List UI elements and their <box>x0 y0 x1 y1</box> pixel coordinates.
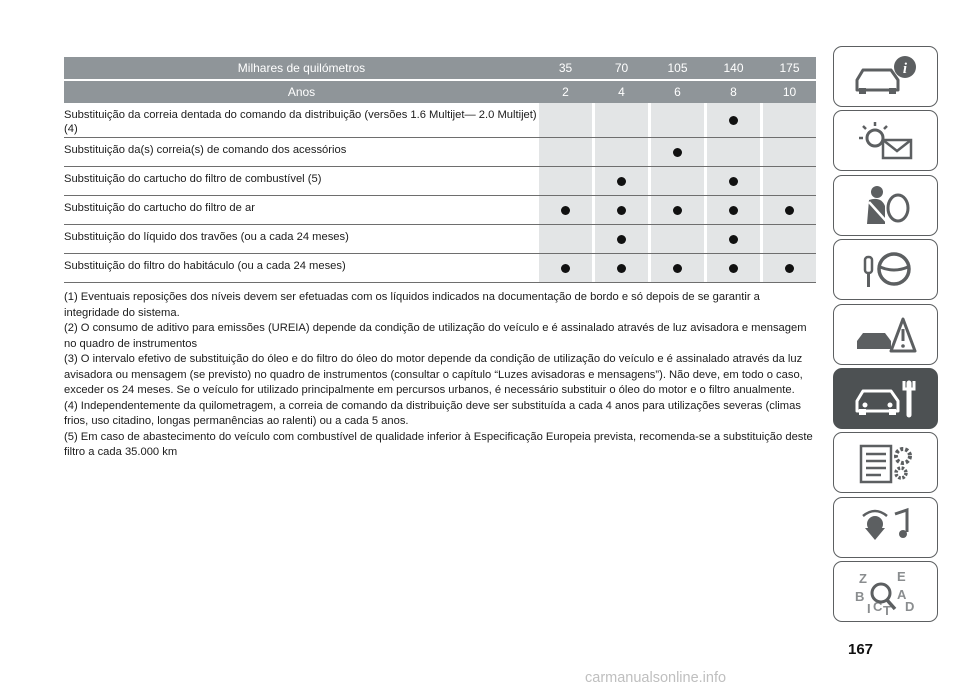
header-year-value: 10 <box>782 85 797 99</box>
interval-cell <box>707 103 760 137</box>
header-year-value: 2 <box>562 85 569 99</box>
tab-emergency[interactable] <box>833 304 938 365</box>
footnote: (5) Em caso de abastecimento do veículo com combustível de qualidade inferior à Especificação Europeia prevista, recomenda-se a substituição deste filtro a cada 35.000 km <box>64 430 813 458</box>
car-maintenance-icon <box>851 375 921 421</box>
interval-cell <box>707 138 760 166</box>
watermark: carmanualsonline.info <box>585 670 727 686</box>
row-label: Substituição da(s) correia(s) de comando dos acessórios <box>64 144 347 156</box>
maintenance-dot <box>729 206 738 215</box>
maintenance-dot <box>729 116 738 125</box>
interval-cell <box>707 225 760 253</box>
header-km-value: 105 <box>667 61 688 75</box>
interval-cell <box>651 254 704 282</box>
interval-cell <box>651 196 704 224</box>
header-km-value: 35 <box>558 61 573 75</box>
maintenance-dot <box>785 206 794 215</box>
maintenance-dot <box>561 206 570 215</box>
maintenance-dot <box>673 148 682 157</box>
interval-cell <box>651 167 704 195</box>
maintenance-dot <box>617 177 626 186</box>
maintenance-dot <box>729 264 738 273</box>
interval-cell <box>651 138 704 166</box>
row-label: Substituição do filtro do habitáculo (ou a cada 24 meses) <box>64 260 346 272</box>
maintenance-dot <box>673 206 682 215</box>
index-letter: E <box>896 568 906 584</box>
header-km-value: 175 <box>779 61 800 75</box>
header-km-value: 140 <box>723 61 744 75</box>
header-years-label: Anos <box>287 85 316 99</box>
chapter-tabs <box>833 46 940 626</box>
maintenance-table <box>64 57 816 283</box>
interval-cell <box>539 103 592 137</box>
svg-text:i: i <box>902 60 907 77</box>
footnote: (2) O consumo de aditivo para emissões (UREIA) depende da condição de utilização do veículo e é assinalado através de luz avisadora e mensagem no quadro de instrumentos <box>64 322 807 350</box>
tab-warning-lights[interactable] <box>833 110 938 171</box>
interval-cell <box>651 103 704 137</box>
maintenance-dot <box>617 235 626 244</box>
maintenance-dot <box>561 264 570 273</box>
interval-cell <box>707 167 760 195</box>
maintenance-dot <box>617 264 626 273</box>
header-row-km <box>64 57 816 79</box>
multimedia-icon <box>851 504 921 550</box>
key-steering-wheel-icon <box>851 247 921 293</box>
tab-technical-data[interactable] <box>833 432 938 493</box>
table-body <box>64 103 816 283</box>
interval-cell <box>651 225 704 253</box>
header-km-value: 70 <box>614 61 629 75</box>
interval-cell <box>763 103 816 137</box>
tab-safety[interactable] <box>833 175 938 236</box>
interval-cell <box>539 138 592 166</box>
tab-multimedia[interactable] <box>833 497 938 558</box>
technical-data-icon <box>851 440 921 486</box>
interval-cell <box>763 254 816 282</box>
footnote: (4) Independentemente da quilometragem, a correia de comando da distribuição deve ser substituída a cada 4 anos para utilizações severas (climas frios, uso citadino, longas permanências ao ralenti) ou a cada 5 anos. <box>64 399 801 427</box>
airbag-seatbelt-icon <box>851 182 921 228</box>
interval-cell <box>539 254 592 282</box>
interval-cell <box>539 225 592 253</box>
footnotes <box>64 290 816 461</box>
interval-cell <box>707 254 760 282</box>
index-letter: T <box>882 602 891 615</box>
interval-cell <box>707 196 760 224</box>
interval-cell <box>595 225 648 253</box>
interval-cell <box>763 167 816 195</box>
index-letter: A <box>896 586 906 602</box>
interval-cell <box>595 103 648 137</box>
row-label: Substituição do cartucho do filtro de ar <box>64 202 255 214</box>
warning-light-message-icon <box>851 118 921 164</box>
maintenance-dot <box>729 235 738 244</box>
interval-cell <box>595 167 648 195</box>
maintenance-dot <box>785 264 794 273</box>
table-row <box>64 103 816 138</box>
index-letter: D <box>904 598 914 614</box>
table-row <box>64 167 816 196</box>
index-letter: I <box>866 600 871 615</box>
emergency-triangle-icon <box>851 311 921 357</box>
header-year-value: 6 <box>674 85 681 99</box>
header-km-label: Milhares de quilómetros <box>237 61 366 75</box>
footnote: (1) Eventuais reposições dos níveis devem ser efetuadas com os líquidos indicados na documentação de bordo e só depois de se garantir a integridade do sistema. <box>64 291 760 319</box>
tab-car-info[interactable] <box>833 46 938 107</box>
footnote: (3) O intervalo efetivo de substituição do óleo e do filtro do óleo do motor depende da condição de utilização do veículo e é assinalado através da luz avisadora ou mensagem (se previsto) no quadro de instrumentos (consultar o capítulo “Luzes avisadoras e mensagens”). Não deve, em todo o caso, exceder os 24 meses. Se o veículo for utilizado principalmente em percursos urbanos, é necessário substituir o óleo do motor e o filtro anualmente. <box>64 353 803 396</box>
index-letter: C <box>872 598 882 614</box>
car-info-icon <box>851 54 921 100</box>
row-label: Substituição da correia dentada do comando da distribuição (versões 1.6 Multijet— 2.0 Multijet) (4) <box>64 109 537 135</box>
table-row <box>64 254 816 283</box>
interval-cell <box>595 138 648 166</box>
header-year-value: 8 <box>730 85 737 99</box>
row-label: Substituição do líquido dos travões (ou a cada 24 meses) <box>64 231 349 243</box>
interval-cell <box>763 138 816 166</box>
interval-cell <box>595 254 648 282</box>
maintenance-dot <box>673 264 682 273</box>
tab-starting-driving[interactable] <box>833 239 938 300</box>
header-year-value: 4 <box>618 85 625 99</box>
interval-cell <box>539 196 592 224</box>
tab-maintenance[interactable] <box>833 368 938 429</box>
page-number: 167 <box>848 641 874 658</box>
interval-cell <box>763 225 816 253</box>
tab-alphabetical-index[interactable] <box>833 561 938 622</box>
maintenance-dot <box>729 177 738 186</box>
maintenance-dot <box>617 206 626 215</box>
index-letter: B <box>854 588 864 604</box>
interval-cell <box>539 167 592 195</box>
interval-cell <box>595 196 648 224</box>
header-row-years <box>64 81 816 103</box>
alphabetical-index-icon <box>851 569 921 615</box>
interval-cell <box>763 196 816 224</box>
table-row <box>64 196 816 225</box>
table-row <box>64 138 816 167</box>
row-label: Substituição do cartucho do filtro de combustível (5) <box>64 173 322 185</box>
index-letter: Z <box>858 570 867 586</box>
table-row <box>64 225 816 254</box>
